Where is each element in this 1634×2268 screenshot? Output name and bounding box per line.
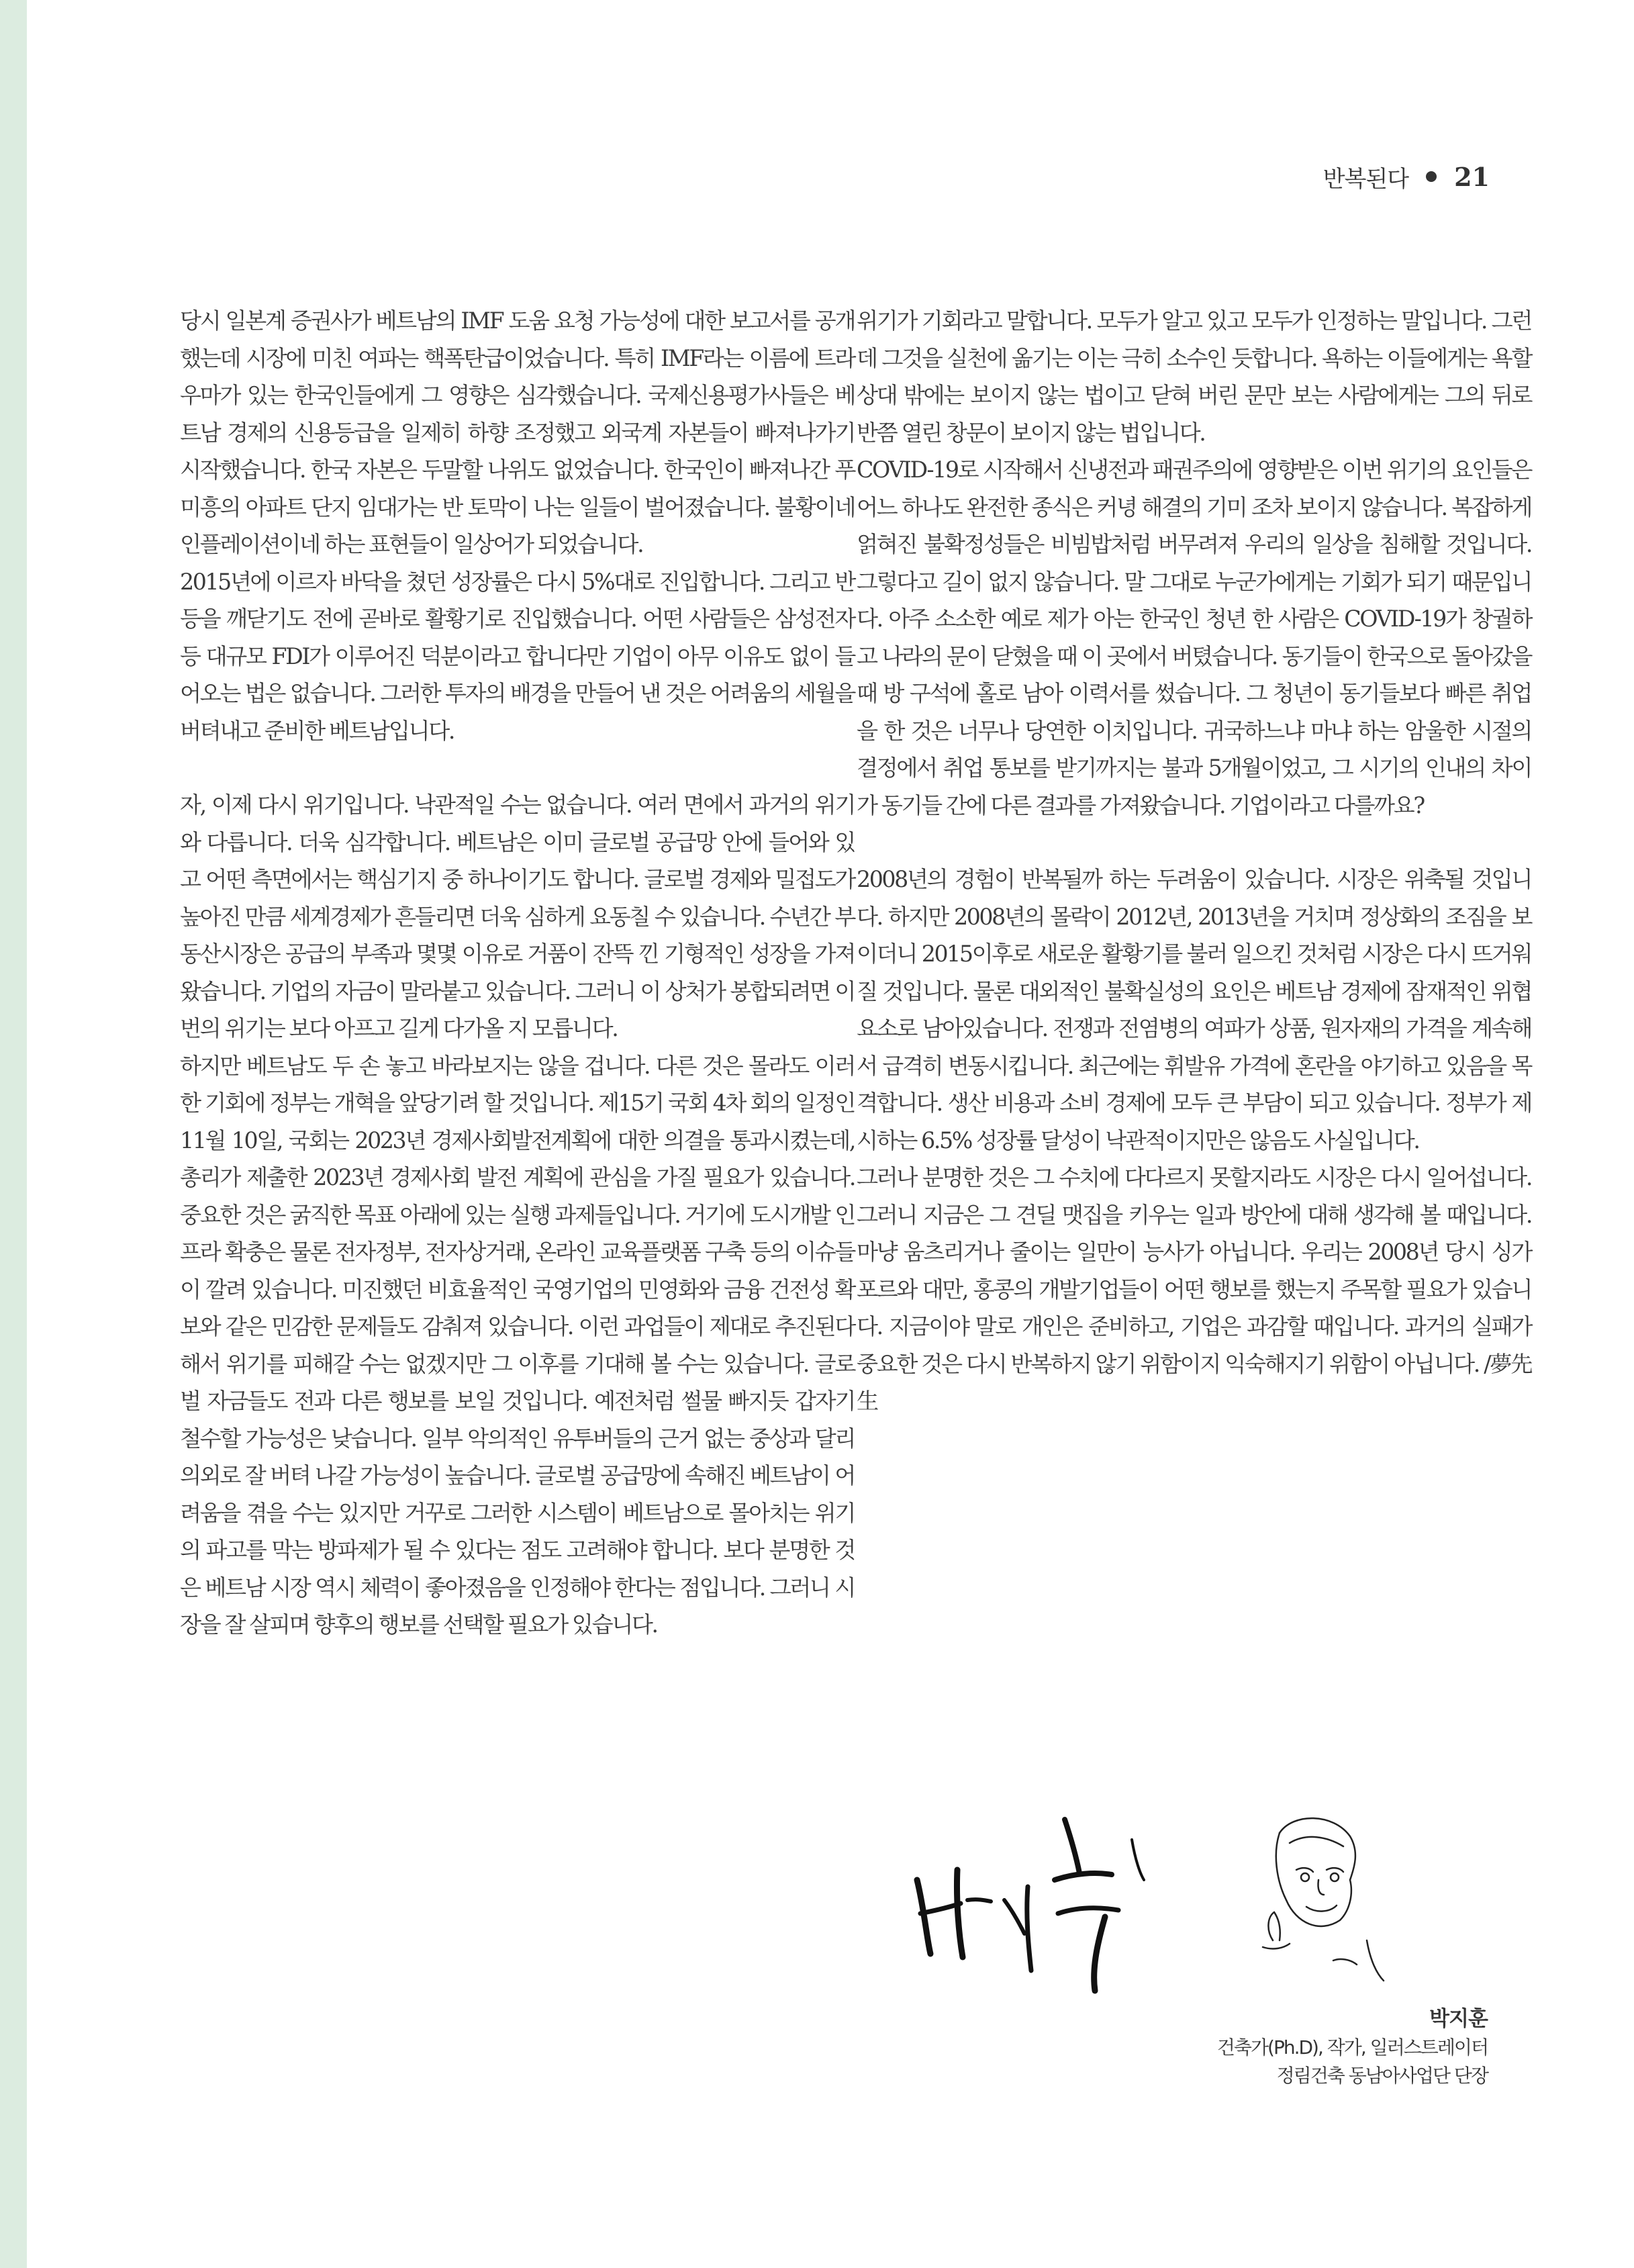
handwritten-signature <box>904 1799 1159 2001</box>
paragraph: 그러나 분명한 것은 그 수치에 다다르지 못할지라도 시장은 다시 일어섭니다. 그러니 지금은 그 견딜 맷집을 키우는 일과 방안에 대해 생각해 볼 때입니다. 마냥 움츠리거나 줄이는 일만이 능사가 아닙니다. 우리는 2008년 당시 싱가포르와 대만, 홍콩의 개발기업들이 어떤 행보를 했는지 주목할 필요가 있습니다. 지금이야 말로 개인은 준비하고, 기업은 과감할 때입니다. 과거의 실패가 중요한 것은 다시 반복하지 않기 위함이지 익숙해지기 위함이 아닙니다. /夢先生 <box>857 1164 1531 1414</box>
paragraph: 2008년의 경험이 반복될까 하는 두려움이 있습니다. 시장은 위축될 것입니다. 하지만 2008년의 몰락이 2012년, 2013년을 거치며 정상화의 조짐을 보이더니 2015이후로 새로운 활황기를 불러 일으킨 것처럼 시장은 다시 뜨거워질 것입니다. 물론 대외적인 불확실성의 요인은 베트남 경제에 잠재적인 위협요소로 남아있습니다. 전쟁과 전염병의 여파가 상품, 원자재의 가격을 계속해서 급격히 변동시킵니다. 최근에는 휘발유 가격에 혼란을 야기하고 있음을 목격합니다. 생산 비용과 소비 경제에 모두 큰 부담이 되고 있습니다. 정부가 제시하는 6.5% 성장률 달성이 낙관적이지만은 않음도 사실입니다. <box>857 866 1531 1153</box>
author-name: 박지훈 <box>1429 2007 1488 2031</box>
paragraph: 위기가 기회라고 말합니다. 모두가 알고 있고 모두가 인정하는 말입니다. 그런데 그것을 실천에 옮기는 이는 극히 소수인 듯합니다. 욕하는 이들에게는 욕할 상대 밖에는 보이지 않는 법이고 닫혀 버린 문만 보는 사람에게는 그의 뒤로 반쯤 열린 창문이 보이지 않는 법입니다. <box>857 308 1531 446</box>
author-byline <box>1217 2004 1488 2090</box>
author-affiliation: 정림건축 동남아사업단 단장 <box>1276 2065 1488 2087</box>
paragraph: 자, 이제 다시 위기입니다. 낙관적일 수는 없습니다. 여러 면에서 과거의 위기와 다릅니다. 더욱 심각합니다. 베트남은 이미 글로벌 공급망 안에 들어와 있고 어떤 측면에서는 핵심기지 중 하나이기도 합니다. 글로벌 경제와 밀접도가 높아진 만큼 세계경제가 흔들리면 더욱 심하게 요동칠 수 있습니다. 수년간 부동산시장은 공급의 부족과 몇몇 이유로 거품이 잔뜩 낀 기형적인 성장을 가져왔습니다. 기업의 자금이 말라붙고 있습니다. 그러니 이 상처가 봉합되려면 이번의 위기는 보다 아프고 길게 다가올 지 모릅니다. <box>180 792 855 1041</box>
self-portrait-illustration <box>1233 1806 1387 1987</box>
author-role: 건축가(Ph.D), 작가, 일러스트레이터 <box>1216 2036 1488 2059</box>
paragraph: 당시 일본계 증권사가 베트남의 IMF 도움 요청 가능성에 대한 보고서를 공개했는데 시장에 미친 여파는 핵폭탄급이었습니다. 특히 IMF라는 이름에 트라우마가 있는 한국인들에게 그 영향은 심각했습니다. 국제신용평가사들은 베트남 경제의 신용등급을 일제히 하향 조정했고 외국계 자본들이 빠져나가기 시작했습니다. 한국 자본은 두말할 나위도 없었습니다. 한국인이 빠져나간 푸미흥의 아파트 단지 임대가는 반 토막이 나는 일들이 벌어졌습니다. 불황이네 인플레이션이네 하는 표현들이 일상어가 되었습니다. <box>180 308 855 557</box>
page-number: 21 <box>1454 161 1490 192</box>
side-color-strip <box>0 0 27 2268</box>
section-title: 반복된다 <box>1323 165 1409 193</box>
page-header <box>1323 153 1490 200</box>
signature-area <box>857 1786 1531 2041</box>
right-column <box>857 302 1531 1420</box>
bullet-dot-icon <box>1426 171 1437 182</box>
paragraph: 하지만 베트남도 두 손 놓고 바라보지는 않을 겁니다. 다른 것은 몰라도 이러한 기회에 정부는 개혁을 앞당기려 할 것입니다. 제15기 국회 4차 회의 일정인 11월 10일, 국회는 2023년 경제사회발전계획에 대한 의결을 통과시켰는데, 총리가 제출한 2023년 경제사회 발전 계획에 관심을 가질 필요가 있습니다. 중요한 것은 굵직한 목표 아래에 있는 실행 과제들입니다. 거기에 도시개발 인프라 확충은 물론 전자정부, 전자상거래, 온라인 교육플랫폼 구축 등의 이슈들이 깔려 있습니다. 미진했던 비효율적인 국영기업의 민영화와 금융 건전성 확보와 같은 민감한 문제들도 감춰져 있습니다. 이런 과업들이 제대로 추진된다 해서 위기를 피해갈 수는 없겠지만 그 이후를 기대해 볼 수는 있습니다. 글로벌 자금들도 전과 다른 행보를 보일 것입니다. 예전처럼 썰물 빠지듯 갑자기 철수할 가능성은 낮습니다. 일부 악의적인 유투버들의 근거 없는 중상과 달리 의외로 잘 버텨 나갈 가능성이 높습니다. 글로벌 공급망에 속해진 베트남이 어려움을 겪을 수는 있지만 거꾸로 그러한 시스템이 베트남으로 몰아치는 위기의 파고를 막는 방파제가 될 수 있다는 점도 고려해야 합니다. 보다 분명한 것은 베트남 시장 역시 체력이 좋아졌음을 인정해야 한다는 점입니다. 그러니 시장을 잘 살피며 향후의 행보를 선택할 필요가 있습니다. <box>180 1052 855 1638</box>
paragraph: 2015년에 이르자 바닥을 쳤던 성장률은 다시 5%대로 진입합니다. 그리고 반등을 깨닫기도 전에 곧바로 활황기로 진입했습니다. 어떤 사람들은 삼성전자 등 대규모 FDI가 이루어진 덕분이라고 합니다만 기업이 아무 이유도 없이 들어오는 법은 없습니다. 그러한 투자의 배경을 만들어 낸 것은 어려움의 세월을 버텨내고 준비한 베트남입니다. <box>180 568 855 744</box>
left-column <box>180 302 855 1644</box>
paragraph: COVID-19로 시작해서 신냉전과 패권주의에 영향받은 이번 위기의 요인들은 어느 하나도 완전한 종식은 커녕 해결의 기미 조차 보이지 않습니다. 복잡하게 얽혀진 불확정성들은 비빔밥처럼 버무려져 우리의 일상을 침해할 것입니다. 그렇다고 길이 없지 않습니다. 말 그대로 누군가에게는 기회가 되기 때문입니다. 아주 소소한 예로 제가 아는 한국인 청년 한 사람은 COVID-19가 창궐하고 나라의 문이 닫혔을 때 이 곳에서 버텼습니다. 동기들이 한국으로 돌아갔을 때 방 구석에 홀로 남아 이력서를 썼습니다. 그 청년이 동기들보다 빠른 취업을 한 것은 너무나 당연한 이치입니다. 귀국하느냐 마냐 하는 암울한 시절의 결정에서 취업 통보를 받기까지는 불과 5개월이었고, 그 시기의 인내의 차이가 동기들 간에 다른 결과를 가져왔습니다. 기업이라고 다를까요? <box>857 457 1531 818</box>
